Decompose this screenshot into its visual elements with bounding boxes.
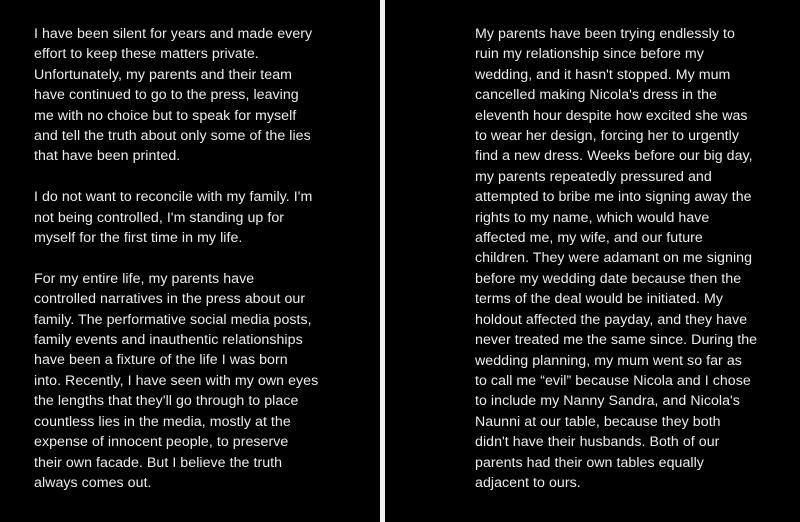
text-line: their own facade. But I believe the truth — [34, 454, 283, 471]
text-line: I do not want to reconcile with my family. I'm — [34, 189, 313, 206]
text-line: family events and inauthentic relationships — [34, 332, 303, 349]
text-line: For my entire life, my parents have — [34, 270, 255, 287]
text-line: expense of innocent people, to preserve — [34, 434, 289, 451]
text-line: my parents repeatedly pressured and — [475, 168, 712, 185]
text-line: find a new dress. Weeks before our big day, — [475, 148, 753, 165]
text-line: have continued to go to the press, leaving — [34, 87, 299, 104]
text-line: attempted to bribe me into signing away the — [475, 189, 752, 206]
text-line: terms of the deal would be initiated. My — [475, 291, 724, 308]
text-line: the lengths that they'll go through to place — [34, 393, 299, 410]
text-line: and tell the truth about only some of the lies — [34, 128, 311, 145]
paragraph-spacer — [34, 167, 366, 187]
text-line: wedding planning, my mum went so far as — [475, 352, 742, 369]
text-line: children. They were adamant on me signing — [475, 250, 753, 267]
text-line: adjacent to ours. — [475, 474, 581, 491]
text-line: myself for the first time in my life. — [34, 230, 243, 247]
text-line: to wear her design, forcing her to urgently — [475, 128, 739, 145]
right-statement-panel — [385, 0, 800, 522]
text-line: wedding, and it hasn't stopped. My mum — [475, 66, 731, 83]
left-statement-panel — [0, 0, 380, 522]
text-line: I have been silent for years and made every — [34, 26, 313, 42]
text-line: didn't have their husbands. Both of our — [475, 434, 720, 451]
paragraph-narratives — [34, 269, 366, 493]
text-line: controlled narratives in the press about our — [34, 291, 306, 308]
text-line: always comes out. — [34, 474, 152, 491]
text-line: countless lies in the media, mostly at the — [34, 413, 291, 430]
text-line: rights to my name, which would have — [475, 209, 710, 226]
text-line: to include my Nanny Sandra, and Nicola's — [475, 393, 740, 410]
text-line: into. Recently, I have seen with my own eyes — [34, 372, 319, 389]
text-line: My parents have been trying endlessly to — [475, 26, 735, 42]
text-line: before my wedding date because then the — [475, 270, 742, 287]
paragraph-silence — [34, 24, 366, 167]
text-line: parents had their own tables equally — [475, 454, 704, 471]
text-line: to call me “evil” because Nicola and I chose — [475, 372, 751, 389]
text-line: that have been printed. — [34, 148, 181, 165]
text-line: Naunni at our table, because they both — [475, 413, 721, 430]
text-line: have been a fixture of the life I was born — [34, 352, 288, 369]
text-line: Unfortunately, my parents and their team — [34, 66, 293, 83]
text-line: family. The performative social media posts, — [34, 311, 312, 328]
paragraph-spacer — [34, 248, 366, 268]
paragraph-relationship — [475, 24, 784, 493]
text-line: effort to keep these matters private. — [34, 46, 259, 63]
text-line: eleventh hour despite how excited she was — [475, 107, 748, 124]
text-line: holdout affected the payday, and they have — [475, 311, 748, 328]
text-line: affected me, my wife, and our future — [475, 230, 703, 247]
text-line: me with no choice but to speak for myself — [34, 107, 297, 124]
text-line: never treated me the same since. During the — [475, 332, 758, 349]
text-line: not being controlled, I'm standing up for — [34, 209, 285, 226]
paragraph-reconcile — [34, 187, 366, 248]
text-line: cancelled making Nicola's dress in the — [475, 87, 717, 104]
text-line: ruin my relationship since before my — [475, 46, 704, 63]
